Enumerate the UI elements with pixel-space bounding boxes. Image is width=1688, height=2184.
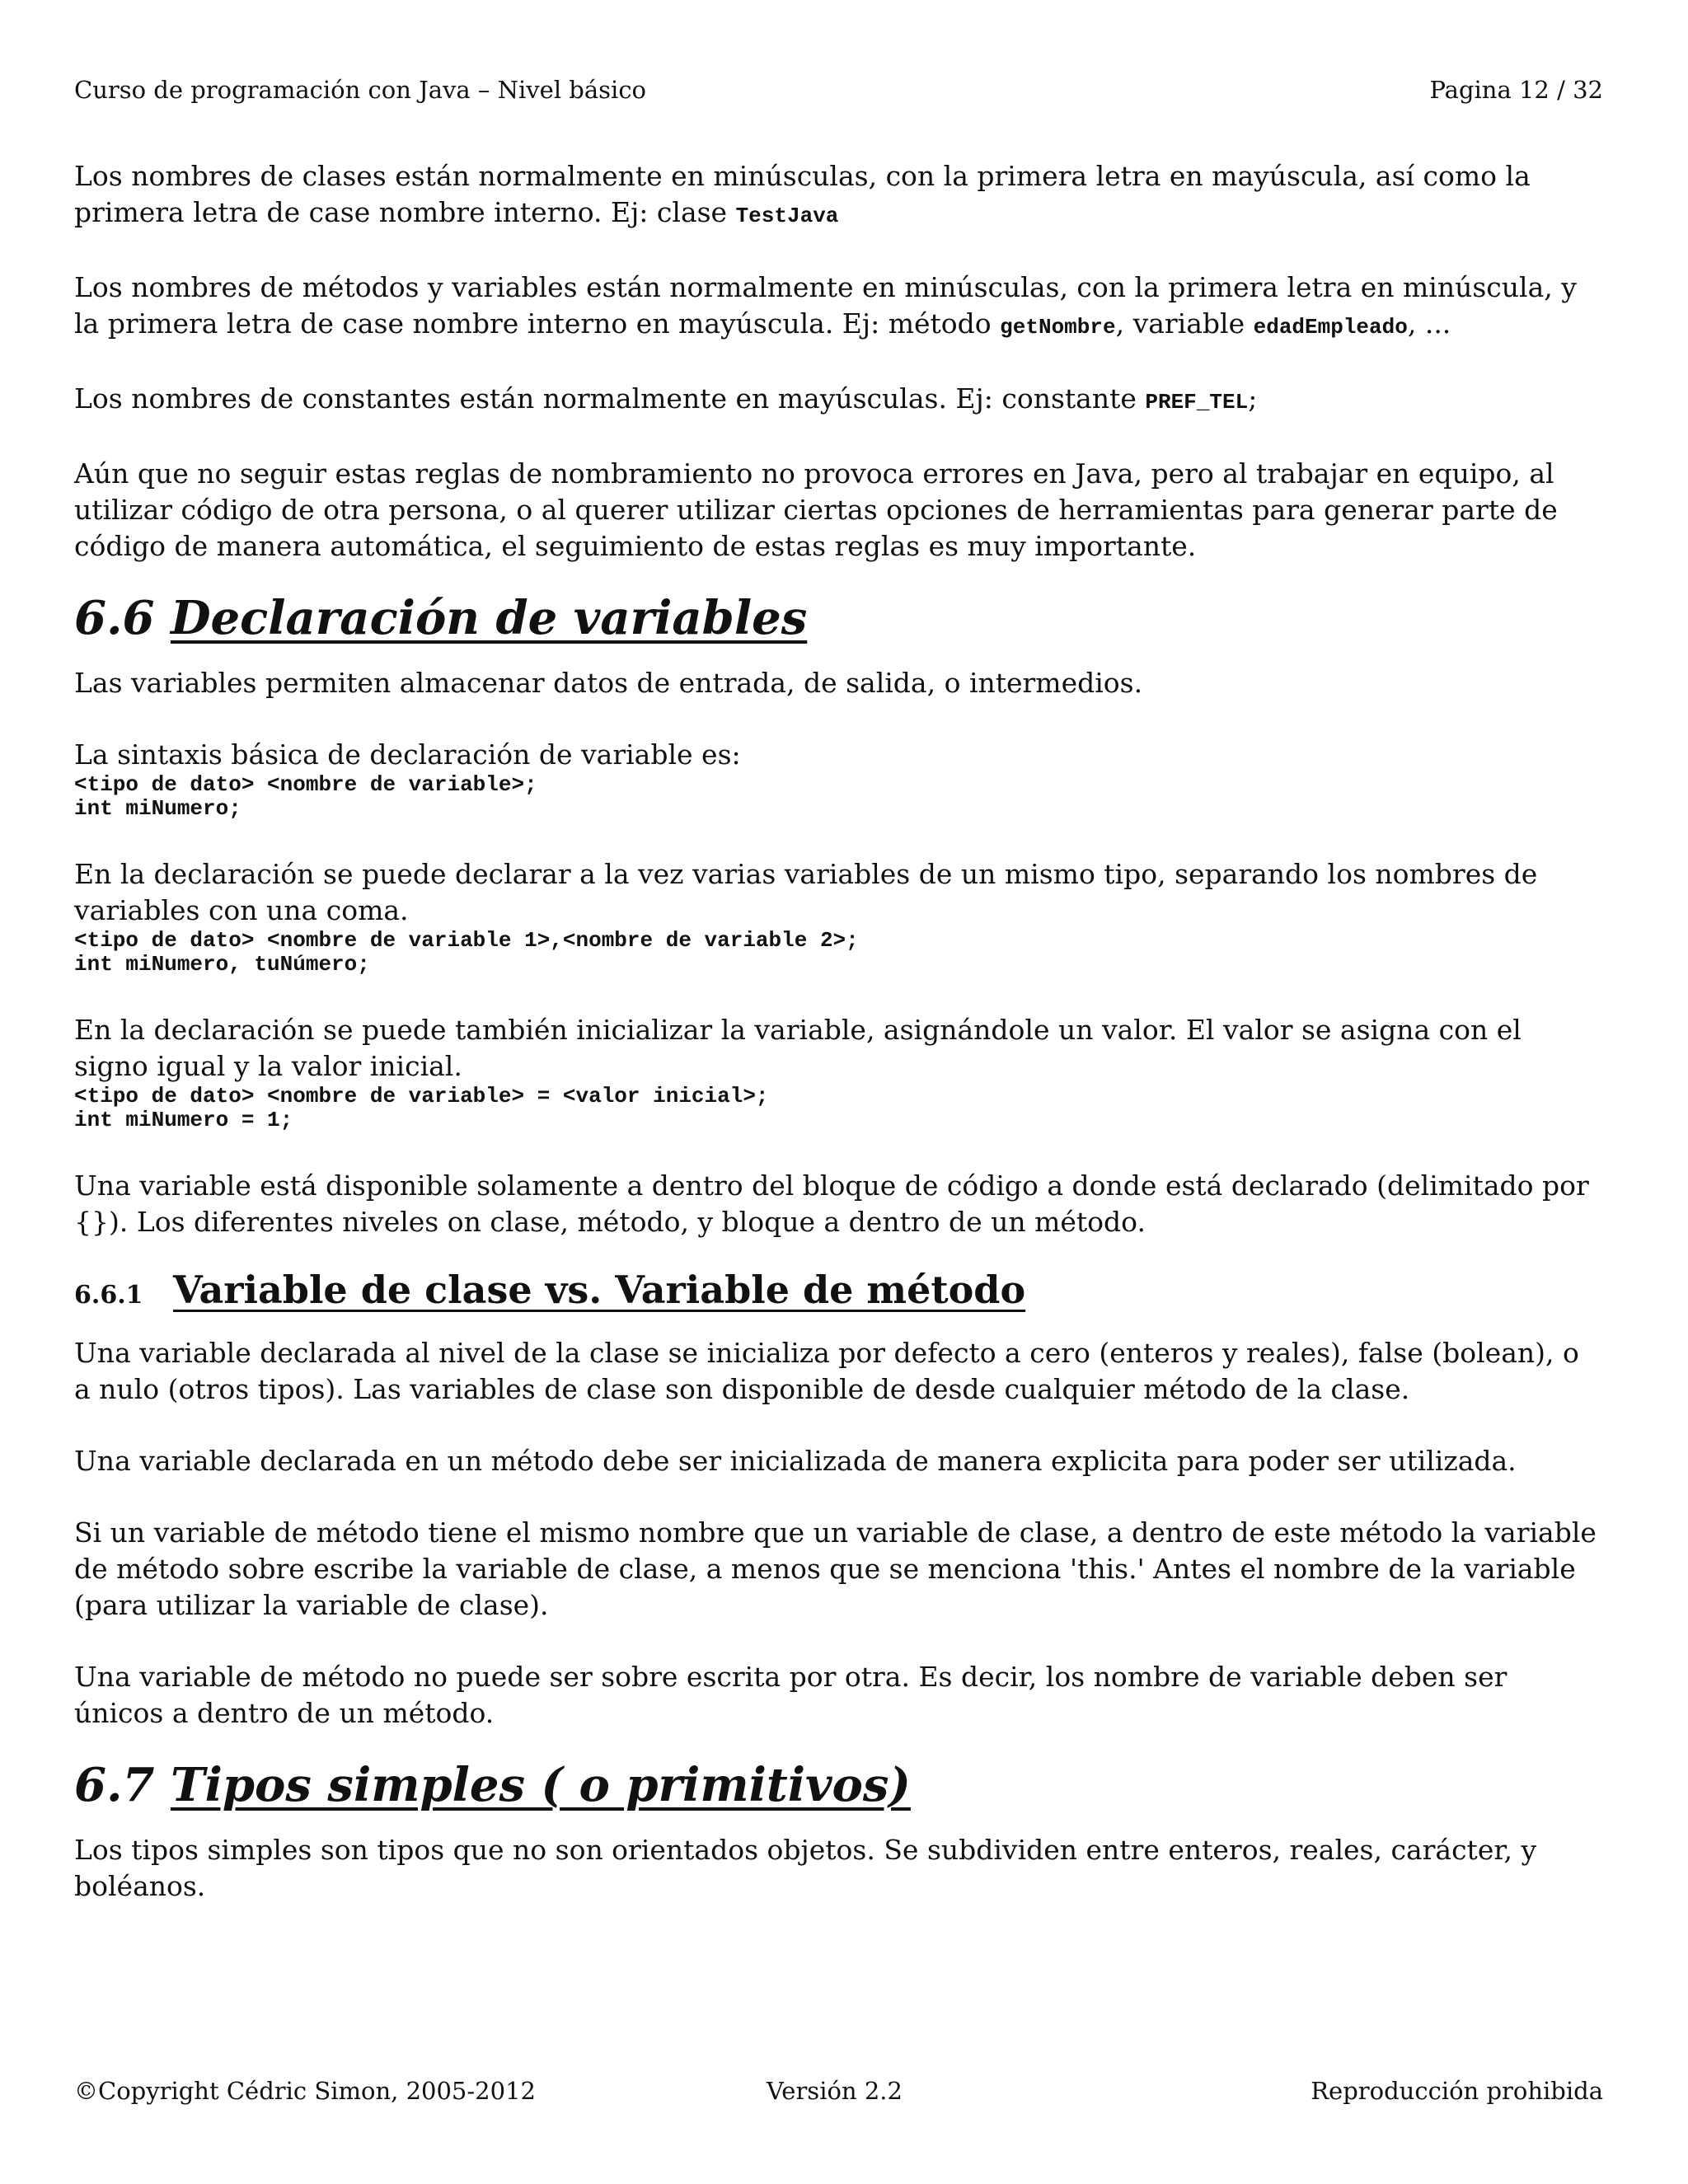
section-number: 6.6 xyxy=(74,591,155,645)
footer-copyright: ©Copyright Cédric Simon, 2005-2012 xyxy=(74,2077,536,2105)
paragraph-initialization: En la declaración se puede también inicializar la variable, asignándole un valor. El valor se asigna con el signo igual y la valor inicial. xyxy=(74,1014,1522,1082)
paragraph-multi-declaration: En la declaración se puede declarar a la vez varias variables de un mismo tipo, separando los nombres de variables con una coma. xyxy=(74,858,1538,926)
paragraph-constant-naming xyxy=(74,381,1603,420)
page-content xyxy=(74,158,1603,1940)
subsection-title: Variable de clase vs. Variable de método xyxy=(173,1268,1026,1312)
paragraph-text: ; xyxy=(1248,382,1258,415)
syntax-block xyxy=(74,737,1603,821)
initialization-block xyxy=(74,1012,1603,1132)
paragraph-text: , ... xyxy=(1407,307,1451,340)
section-title: Tipos simples ( o primitivos) xyxy=(170,1758,911,1812)
section-heading-6-6 xyxy=(74,588,1603,649)
footer-version: Versión 2.2 xyxy=(767,2077,903,2105)
paragraph-text: Los nombres de métodos y variables están normalmente en minúsculas, con la primera letra en minúscula, y la primera letra de case nombre interno en mayúscula. Ej: método xyxy=(74,271,1577,340)
paragraph-class-variable: Una variable declarada al nivel de la clase se inicializa por defecto a cero (enteros y reales), false (bolean), o a nulo (otros tipos). Las variables de clase son disponible de desde cualquier método de la clase. xyxy=(74,1337,1579,1405)
paragraph-method-variable-init: Una variable declarada en un método debe ser inicializada de manera explicita para poder ser utilizada. xyxy=(74,1445,1517,1477)
inline-code: TestJava xyxy=(735,204,839,228)
inline-code: edadEmpleado xyxy=(1253,315,1408,340)
footer-notice: Reproducción prohibida xyxy=(1311,2077,1603,2105)
section-title: Declaración de variables xyxy=(170,591,808,645)
paragraph-class-naming xyxy=(74,158,1603,234)
paragraph-naming-importance: Aún que no seguir estas reglas de nombramiento no provoca errores en Java, pero al trabajar en equipo, al utilizar código de otra persona, o al querer utilizar ciertas opciones de herramientas para generar parte de código de manera automática, el seguimiento de estas reglas es muy importante. xyxy=(74,457,1558,562)
code-line: int miNumero; xyxy=(74,796,241,821)
code-line: int miNumero, tuNúmero; xyxy=(74,952,370,977)
paragraph-scope: Una variable está disponible solamente a dentro del bloque de código a donde está declarado (delimitado por {}). Los diferentes niveles on clase, método, y bloque a dentro de un método. xyxy=(74,1169,1589,1238)
multi-declaration-block xyxy=(74,856,1603,977)
paragraph-method-naming xyxy=(74,269,1603,345)
inline-code: PREF_TEL xyxy=(1145,390,1249,415)
header-page-number: Pagina 12 / 32 xyxy=(1429,76,1603,104)
code-line: int miNumero = 1; xyxy=(74,1108,293,1132)
code-line: <tipo de dato> <nombre de variable 1>,<nombre de variable 2>; xyxy=(74,928,859,953)
header-course-title: Curso de programación con Java – Nivel básico xyxy=(74,76,647,104)
page-footer xyxy=(74,2077,1603,2110)
page-header xyxy=(74,76,1603,109)
paragraph-syntax: La sintaxis básica de declaración de variable es: xyxy=(74,738,741,771)
paragraph-simple-types: Los tipos simples son tipos que no son orientados objetos. Se subdividen entre enteros, reales, carácter, y boléanos. xyxy=(74,1834,1537,1902)
paragraph-variables-intro: Las variables permiten almacenar datos de entrada, de salida, o intermedios. xyxy=(74,667,1143,699)
paragraph-variable-shadowing: Si un variable de método tiene el mismo nombre que un variable de clase, a dentro de este método la variable de método sobre escribe la variable de clase, a menos que se menciona 'this.' Antes el nombre de la variable (para utilizar la variable de clase). xyxy=(74,1516,1597,1621)
document-page xyxy=(74,0,1603,2184)
inline-code: getNombre xyxy=(1000,315,1116,340)
subsection-heading-6-6-1 xyxy=(74,1265,1603,1320)
paragraph-text: Los nombres de clases están normalmente en minúsculas, con la primera letra en mayúscula, así como la primera letra de case nombre interno. Ej: clase xyxy=(74,160,1531,228)
code-line: <tipo de dato> <nombre de variable>; xyxy=(74,772,537,797)
section-number: 6.7 xyxy=(74,1758,155,1812)
subsection-number: 6.6.1 xyxy=(74,1281,143,1310)
paragraph-unique-names: Una variable de método no puede ser sobre escrita por otra. Es decir, los nombre de variable deben ser únicos a dentro de un método. xyxy=(74,1661,1507,1729)
paragraph-text: , variable xyxy=(1115,307,1254,340)
section-heading-6-7 xyxy=(74,1755,1603,1816)
code-line: <tipo de dato> <nombre de variable> = <valor inicial>; xyxy=(74,1084,769,1108)
paragraph-text: Los nombres de constantes están normalmente en mayúsculas. Ej: constante xyxy=(74,382,1146,415)
